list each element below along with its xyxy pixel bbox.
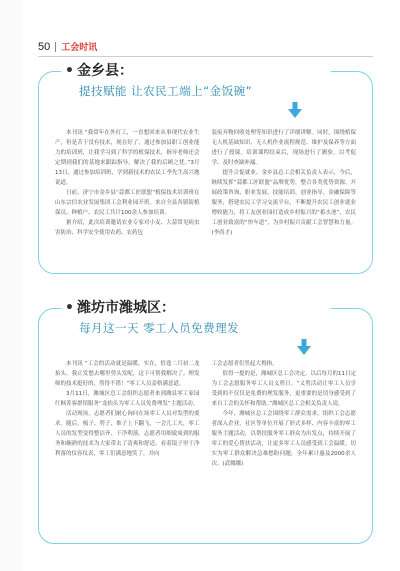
paragraph: 日前，济宁市金乡县“蒜都工匠联盟”植保技术培训班在山东宗信农业发展集团工会利业园开班。来自全县各镇街植保员、种植户、农民工共计100余人参加培训。 xyxy=(55,190,200,216)
paragraph: 值得一提的是，潍城区总工会决定，以后每月的11日定为工会志愿服务零工人员义剪日。“义剪活动让零工人员享受到的不仅仅是免费的理发服务，更重要的是切身感受到了来自工会的关怀和帮助。”潍城区总工会相关负责人说。 xyxy=(211,371,357,407)
article-headline: 每月这一天 零工人员免费理发 xyxy=(79,321,240,335)
article-headline: 提技赋能 让农民工端上“金饭碗” xyxy=(79,84,253,98)
paragraph: 活动现场，志愿者们耐心询问在场零工人员对发型的要求。随后，梳子、剪子、推子上下翻飞，一会儿工夫，零工人员的发型变得整洁齐、干净利落。志愿者用细致周到的服务和娴熟的技术为大家带去了清爽和舒适，看着镜子里干净利落的仪容仪表，零工们满意地笑了，并向 xyxy=(55,411,200,457)
arrow-down-icon xyxy=(288,102,302,118)
paragraph: 据介绍，此次培训邀请农业专家对小麦、大蒜常见病虫害防治、科学安全使用农药、农药包 xyxy=(55,220,200,236)
article-title-box xyxy=(61,297,331,342)
article-column-right xyxy=(212,128,357,268)
bullet-dot-icon: • xyxy=(65,300,74,316)
article-place: 金乡县： xyxy=(76,63,133,79)
section-name: 工会时讯 xyxy=(61,43,98,53)
left-margin xyxy=(0,0,22,571)
header-rule xyxy=(38,56,373,57)
article-place: 潍坊市潍城区： xyxy=(76,300,175,316)
article-card-weicheng xyxy=(38,300,373,544)
page-number: 50 xyxy=(38,40,51,53)
arrow-down-icon xyxy=(297,339,311,355)
paragraph: 工会志愿者们竖起大拇指。 xyxy=(211,361,278,367)
article-card-jinxiang xyxy=(38,63,373,274)
paragraph: 3月11日，潍城区总工会组织志愿者来到潍县零工家园红枫菁客群馆服务“龙抬头为零工人员免费理发”主题活动。 xyxy=(55,391,200,407)
article-title-box xyxy=(61,60,331,105)
article-column-right xyxy=(212,359,357,537)
paragraph: 本刊讯 “工会的活动就是温暖，实在，恰逢二月初二龙抬头，我正发愁去哪里剪头发呢，这下可帮我解决了。理发师的技术挺好的，剪得不错！”零工人员姜格满意道。 xyxy=(55,361,200,387)
article-column-left xyxy=(55,128,200,268)
page-header xyxy=(38,40,97,53)
article-body xyxy=(55,359,356,537)
paragraph: 装废弃物回收处理等知识进行了详细讲解。同时，围绕植保无人机基础知识、无人机作业流程规范、维护及保养等方面进行了授课。培训课程结束后，现场进行了测验，以考促学、及时查缺补漏。 xyxy=(211,130,356,166)
paragraph: 本刊讯 “我常年在外打工，一直想回来从事现代农业生产，但是苦于没有技术，现在好了，通过参加县职工创业能力的培训班，让我学习到了科学的植保技术，指导老师还会定期到我们的基地来跟踪指导，解决了我的后顾之忧。”3月13日，通过参加培训班，学到新技术的农民工李先生高兴地说道。 xyxy=(55,130,200,186)
header-separator xyxy=(55,42,56,52)
paragraph: 提升合促就业。金乡县总工会相关负责人表示，今后，继续发挥“蒜都工匠联盟”品牌优势，整合各类优势资源，开展政策咨询、职业发展、技能培训、创业指导、金融保障等服务，搭建农民工学习交流平台，不断提升农民工创业就业增收能力，将工友创业园打造成乡村振兴的“蓄水池”，农民工创业致富的“快车道”，为乡村振兴贡献工会智慧和力量。(李尚才) xyxy=(211,170,356,236)
article-body xyxy=(55,128,356,268)
bullet-dot-icon: • xyxy=(65,63,74,79)
paragraph: 今年，潍城区总工会围绕零工群众需求，组织工会志愿者深入企业，社区等单位开展了形式多样、内容丰富的零工服务主题活动，以帮扶服务零工群众为出发点，持续开展了零工的爱心帮扶活动，让更多零工人员感受到工会温暖。切实为零工群众解决急难愁盼问题，全年累计惠及2000余人次。(武娜娜) xyxy=(211,411,356,467)
article-column-left xyxy=(55,359,200,537)
